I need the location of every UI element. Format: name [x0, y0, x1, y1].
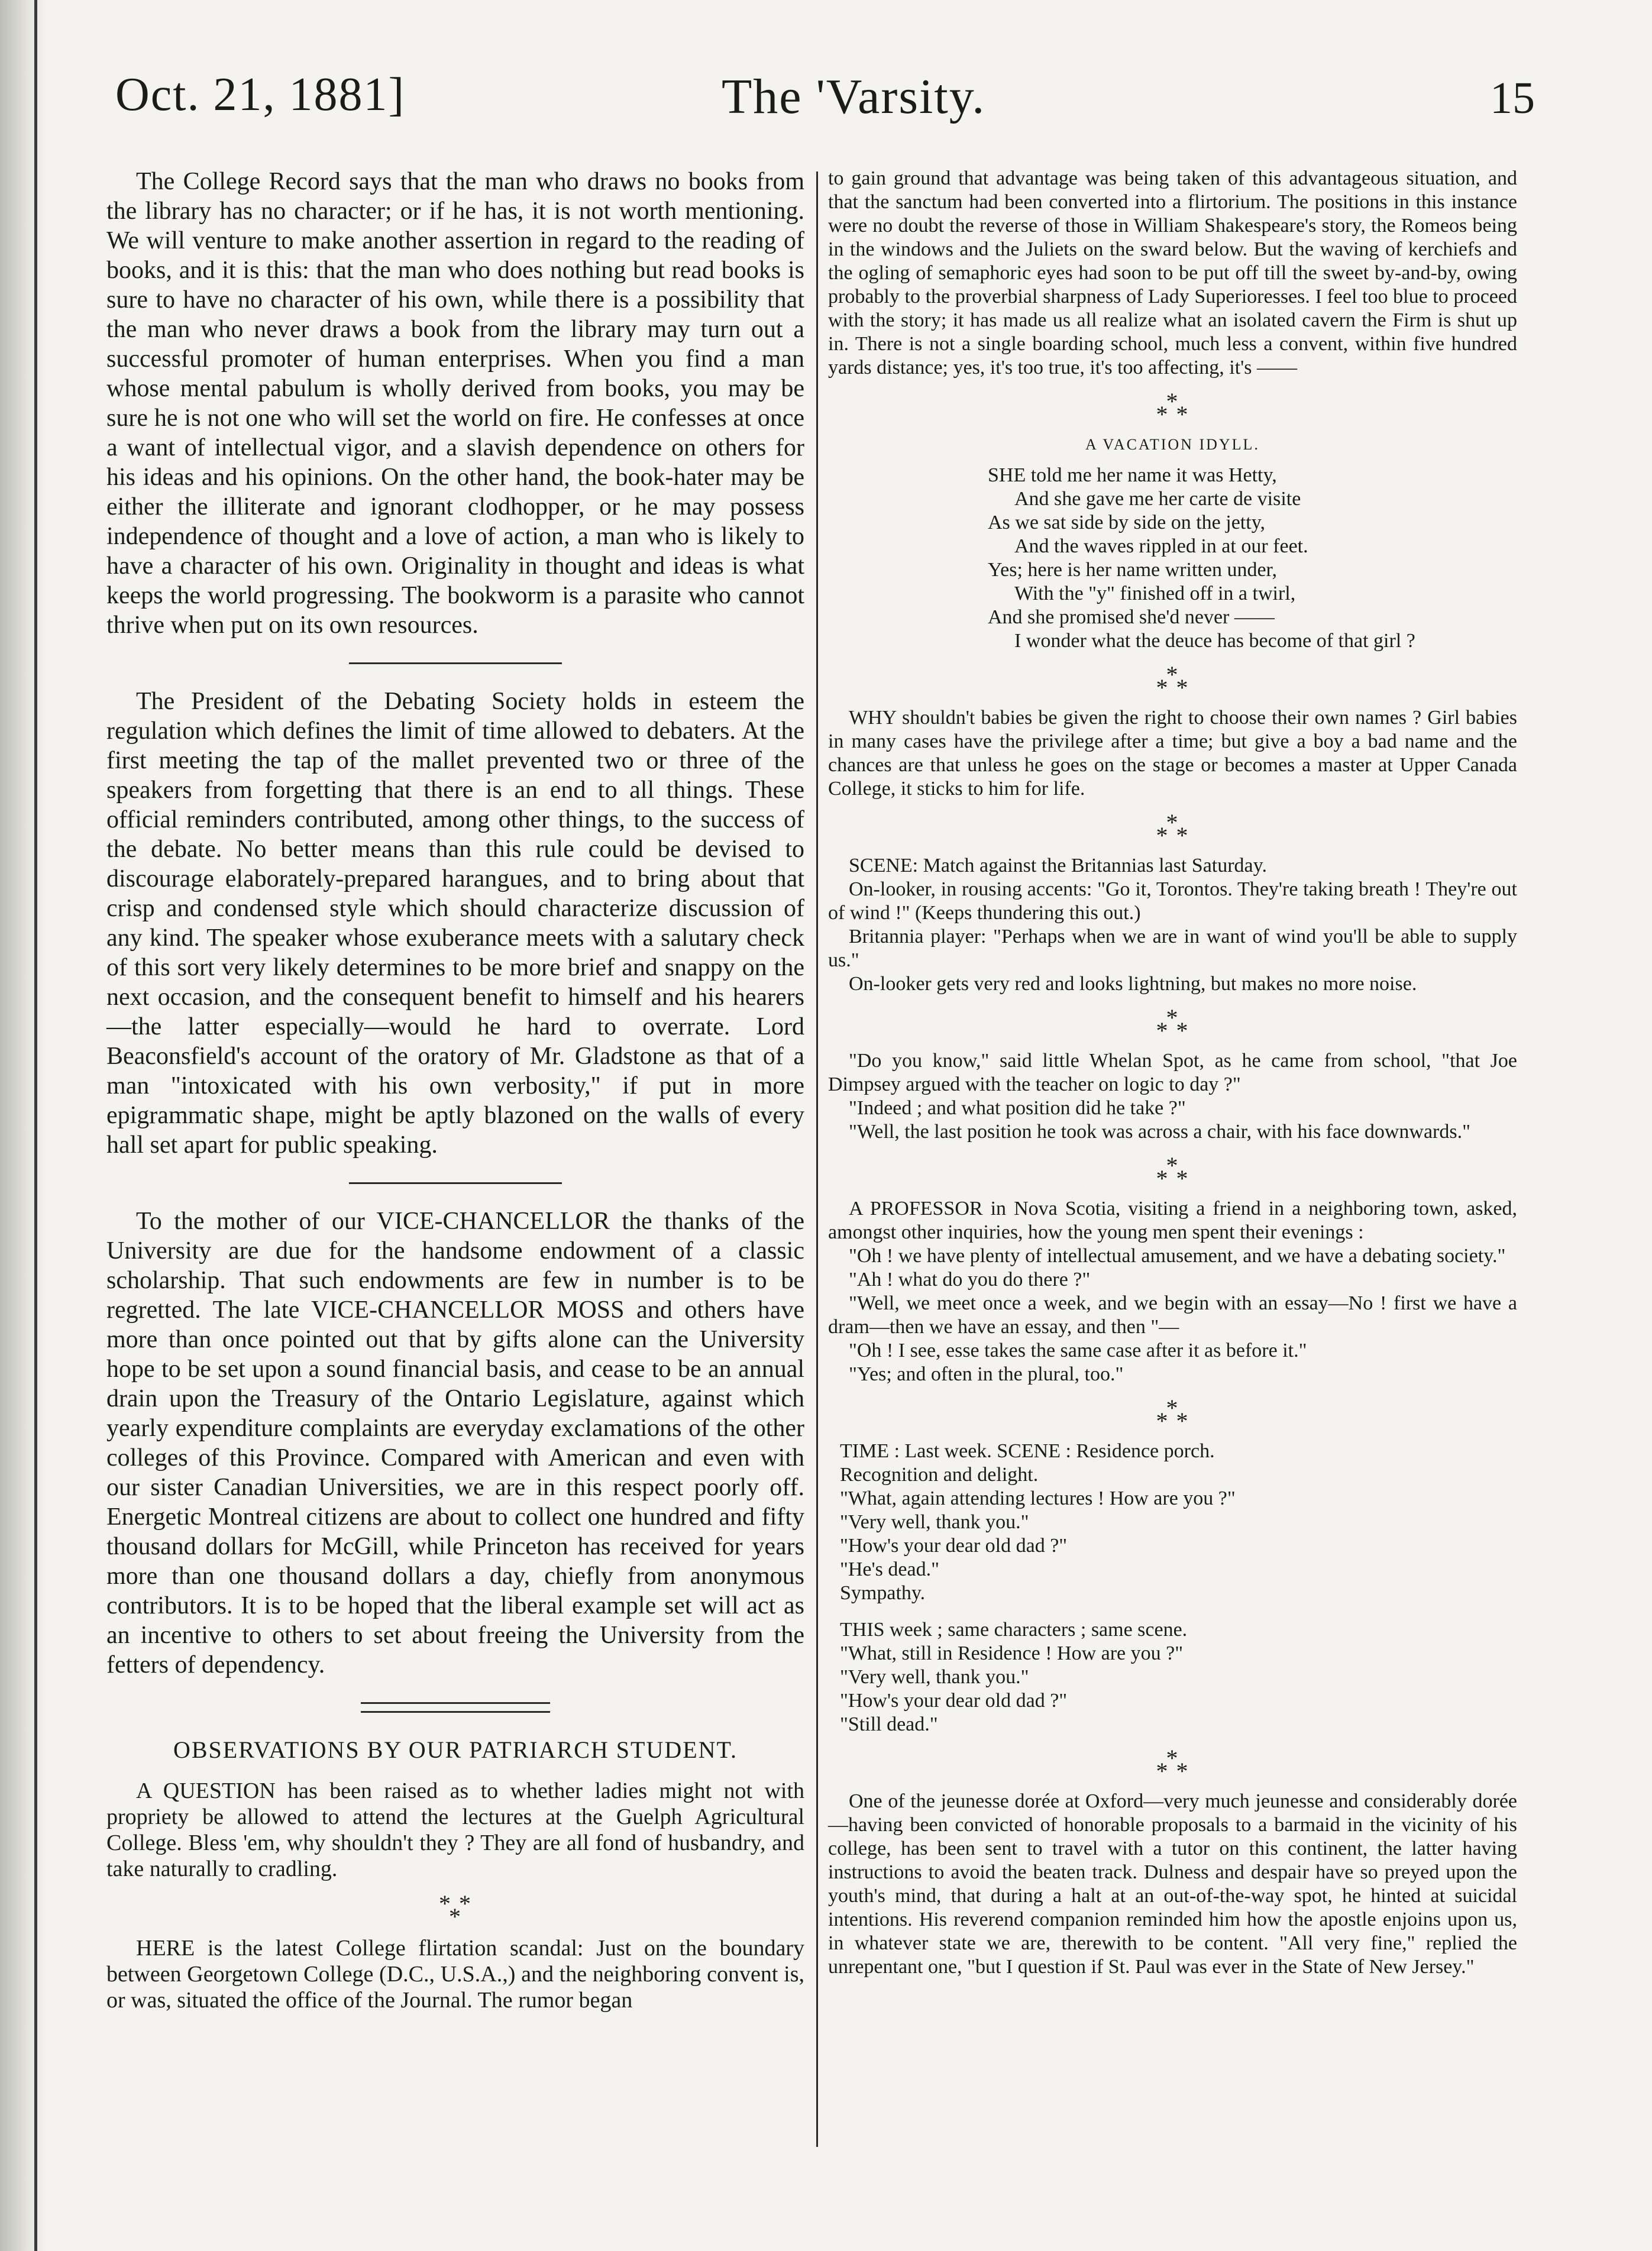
- dialog-line: "Still dead.": [840, 1713, 938, 1735]
- dialog-line: "What, still in Residence ! How are you ?": [840, 1642, 1184, 1664]
- dialog-line: "How's your dear old dad ?": [840, 1690, 1068, 1712]
- dialog-line: "Well, the last position he took was across a chair, with his face downwards.": [849, 1121, 1470, 1143]
- issue-date: Oct. 21, 1881]: [115, 69, 406, 121]
- dialog-line: "Very well, thank you.": [840, 1666, 1029, 1688]
- asterism: * * *: [1156, 1745, 1189, 1784]
- asterism: * * *: [1156, 1152, 1189, 1192]
- page-number: 15: [1490, 73, 1535, 123]
- column-divider: [816, 172, 818, 2147]
- dialog-line: On-looker gets very red and looks lightning, but makes no more noise.: [849, 973, 1417, 995]
- section-rule: [349, 662, 562, 664]
- poem-line: SHE told me her name it was Hetty,: [988, 464, 1277, 486]
- whelan-spot-anecdote: [828, 1049, 1517, 1144]
- dialog-line: "Do you know," said little Whelan Spot, as he came from school, "that Joe Dimpsey argued with the teacher on logic to day ?": [828, 1050, 1517, 1095]
- asterism: * * *: [439, 1890, 472, 1930]
- asterism: * * *: [1156, 388, 1189, 428]
- dialog-line: TIME : Last week. SCENE : Residence porch.: [840, 1440, 1215, 1462]
- section-heading: OBSERVATIONS BY OUR PATRIARCH STUDENT.: [173, 1736, 738, 1763]
- dialog-line: On-looker, in rousing accents: "Go it, Torontos. They're taking breath ! They're out of wind !" (Keeps thundering this out.): [828, 878, 1517, 924]
- poem-line: I wonder what the deuce has become of that girl ?: [1014, 630, 1415, 652]
- guelph-paragraph: A QUESTION has been raised as to whether ladies might not with propriety be allowed to attend the lectures at the Guelph Agricultural College. Bless 'em, why shouldn't they ? They are all fond of husbandry, and take naturally to cradling.: [106, 1778, 804, 1881]
- dialog-line: "Indeed ; and what position did he take ?": [849, 1097, 1186, 1119]
- editorial-debating-paragraph: The President of the Debating Society holds in esteem the regulation which defines the limit of time allowed to debaters. At the first meeting the tap of the mallet prevented two or three of the speakers from forgetting that there is an end to all things. These official reminders contributed, among other things, to the success of the debate. No better means than this rule could be devised to discourage elaborately-prepared harangues, and to bring about that crisp and condensed style which should characterize discussion of any kind. The speaker whose exuberance meets with a salutary check of this sort very likely determines to be more brief and snappy on the next occasion, and the consequent benefit to himself and his hearers—the latter especially—would he hard to overrate. Lord Beaconsfield's account of the oratory of Mr. Gladstone as that of a man "intoxicated with his own verbosity," if put in more epigrammatic shape, might be aptly blazoned on the walls of every hall set apart for public speaking.: [106, 688, 804, 1159]
- asterism: * * *: [1156, 809, 1189, 849]
- dialog-line: "Well, we meet once a week, and we begin with an essay—No ! first we have a dram—then we have an essay, and then "—: [828, 1292, 1517, 1338]
- dialog-line: Recognition and delight.: [840, 1464, 1039, 1486]
- double-rule: [361, 1702, 550, 1713]
- dialog-line: "How's your dear old dad ?": [840, 1535, 1068, 1557]
- editorial-endowment-paragraph: To the mother of our VICE-CHANCELLOR the thanks of the University are due for the handsome endowment of a classic scholarship. That such endowments are few in number is to be regretted. The late VICE-CHANCELLOR MOSS and others have more than once pointed out that by gifts alone can the University hope to be set upon a sound financial basis, and cease to be an annual drain upon the Treasury of the Ontario Legislature, against which yearly expenditure complaints are everyday exclamations of the other colleges of this Province. Compared with American and even with our sister Canadian Universities, we are in this respect poorly off. Energetic Montreal citizens are about to collect one hundred and fifty thousand dollars for McGill, while Princeton has received for years more than one thousand dollars a day, chiefly from anonymous contributors. It is to be hoped that the liberal example set will act as an incentive to others to set about freeing the University from the fetters of dependency.: [106, 1208, 804, 1678]
- dialog-line: A PROFESSOR in Nova Scotia, visiting a friend in a neighboring town, asked, amongst other inquiries, how the young men spent their evenings :: [828, 1198, 1517, 1243]
- dialog-line: "Oh ! I see, esse takes the same case after it as before it.": [849, 1340, 1307, 1361]
- left-column: [106, 167, 804, 2013]
- dialog-line: "Oh ! we have plenty of intellectual amusement, and we have a debating society.": [849, 1245, 1506, 1267]
- right-column: [828, 167, 1517, 1979]
- poem-line: And she promised she'd never ——: [988, 606, 1275, 628]
- residence-scene: [828, 1440, 1517, 1736]
- oxford-paragraph: One of the jeunesse dorée at Oxford—very much jeunesse and considerably dorée—having been convicted of honorable proposals to a barmaid in the vicinity of his college, has been sent to travel with a tutor on this continent, the latter having instructions to avoid the beaten track. Dulness and despair have so preyed upon the youth's mind, that during a halt at an out-of-the-way spot, he hinted at suicidal intentions. His reverend companion reminded him how the apostle enjoins upon us, in whatever state we are, therewith to be content. "All very fine," replied the unrepentant one, "but I question if St. Paul was ever in the State of New Jersey.": [828, 1790, 1517, 1978]
- page-edge-line: [34, 0, 37, 2251]
- dialog-line: "Yes; and often in the plural, too.": [849, 1363, 1124, 1385]
- dialog-line: SCENE: Match against the Britannias last Saturday.: [849, 855, 1267, 877]
- page-binding-shadow: [0, 0, 47, 2251]
- dialog-line: Britannia player: "Perhaps when we are in want of wind you'll be able to supply us.": [828, 926, 1517, 971]
- editorial-books-paragraph: The College Record says that the man who draws no books from the library has no character; or if he has, it is not worth mentioning. We will venture to make another assertion in regard to the reading of books, and it is this: that the man who does nothing but read books is sure to have no character of his own, while there is a possibility that the man who never draws a book from the library may turn out a successful promoter of human enterprises. When you find a man whose mental pabulum is wholly derived from books, you may be sure he is not one who will set the world on fire. He confesses at once a want of intellectual vigor, and a slavish dependence on others for his ideas and his opinions. On the other hand, the book-hater may be either the illiterate and ignorant clodhopper, or he may possess independence of thought and a love of action, a man who is likely to have a character of his own. Originality in thought and ideas is what keeps the world progressing. The bookworm is a parasite who cannot thrive when put on its own resources.: [106, 168, 804, 639]
- dialog-line: "What, again attending lectures ! How are you ?": [840, 1487, 1236, 1509]
- dialog-line: THIS week ; same characters ; same scene.: [840, 1619, 1188, 1641]
- flirtation-continued: to gain ground that advantage was being taken of this advantageous situation, and that the sanctum had been converted into a flirtorium. The positions in this instance were no doubt the reverse of those in William Shakespeare's story, the Romeos being in the windows and the Juliets on the sward below. But the waving of kerchiefs and the ogling of semaphoric eyes had soon to be put off till the sweet by-and-by, owing probably to the proverbial sharpness of Lady Superioresses. I feel too blue to proceed with the story; it has made us all realize what an isolated cavern the Firm is shut up in. There is not a single boarding school, much less a convent, within five hundred yards distance; yes, it's too true, it's too affecting, it's ——: [828, 167, 1517, 379]
- asterism: * * *: [1156, 1004, 1189, 1044]
- asterism: * * *: [1156, 1395, 1189, 1434]
- professor-anecdote: [828, 1197, 1517, 1386]
- section-rule: [349, 1182, 562, 1184]
- dialog-line: "He's dead.": [840, 1558, 939, 1580]
- poem: [988, 464, 1517, 653]
- masthead-title: The 'Varsity.: [722, 69, 986, 124]
- asterism: * * *: [1156, 661, 1189, 701]
- page-header: [115, 68, 1535, 145]
- dialog-line: "Very well, thank you.": [840, 1511, 1029, 1533]
- poem-title: A VACATION IDYLL.: [1085, 436, 1260, 453]
- poem-line: As we sat side by side on the jetty,: [988, 512, 1265, 533]
- dialog-line: Sympathy.: [840, 1582, 926, 1604]
- poem-line: And the waves rippled in at our feet.: [1014, 535, 1308, 557]
- poem-line: Yes; here is her name written under,: [988, 559, 1277, 581]
- poem-line: And she gave me her carte de visite: [1014, 488, 1301, 510]
- dialog-line: "Ah ! what do you do there ?": [849, 1269, 1091, 1291]
- flirtation-paragraph: HERE is the latest College flirtation scandal: Just on the boundary between Georgetown College (D.C., U.S.A.,) and the neighboring convent is, or was, situated the office of the Journal. The rumor began: [106, 1936, 804, 2013]
- babies-paragraph: WHY shouldn't babies be given the right to choose their own names ? Girl babies in many cases have the privilege after a time; but give a boy a bad name and the chances are that unless he goes on the stage or becomes a master at Upper Canada College, it sticks to him for life.: [828, 707, 1517, 800]
- poem-line: With the "y" finished off in a twirl,: [1014, 583, 1296, 604]
- match-scene: [828, 854, 1517, 996]
